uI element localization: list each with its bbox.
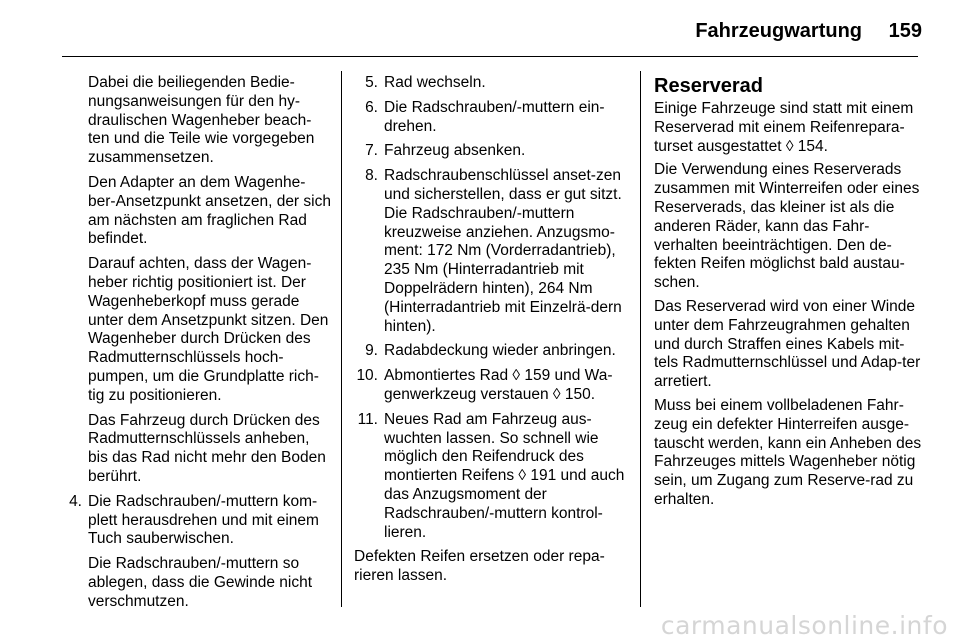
list-item-text: Radschraubenschlüssel anset-zen und sicherstellen, dass er gut sitzt. Die Radschrauben/-muttern kreuzweise anziehen. Anzugsmo-ment: 172 Nm (Vorderradantrieb), 235 Nm (Hinterradantrieb mit Doppelrädern hinten), 264 Nm (Hinterradantrieb mit Einzelrä-dern hinten). xyxy=(384,167,622,335)
header-rule xyxy=(62,56,918,57)
list-item-text: Rad wechseln. xyxy=(384,74,486,91)
page-title: Fahrzeugwartung xyxy=(695,20,862,42)
list-item-text: Die Radschrauben/-muttern ein-drehen. xyxy=(384,98,605,135)
list-item-number: 9. xyxy=(365,342,378,360)
list-item-text: Radabdeckung wieder anbringen. xyxy=(384,342,616,360)
list-item-text: Die Radschrauben/-muttern kom-plett herausdrehen und mit einem Tuch sauberwischen. xyxy=(88,492,319,548)
list-item-text: Neues Rad am Fahrzeug aus-wuchten lassen. So schnell wie möglich den Reifendruck des montierten Reifens ◊ 191 und auch das Anzugsmoment der Radschrauben/-muttern kontrol-lieren. xyxy=(384,410,625,541)
list-item-text: Fahrzeug absenken. xyxy=(384,142,526,160)
page-header xyxy=(0,0,960,64)
paragraph: Das Reserverad wird von einer Winde unter dem Fahrzeugrahmen gehalten und durch Straffen eines Kabels mit-tels Radmutternschlüssel und Adap-ter arretiert. xyxy=(654,297,921,391)
page-number: 159 xyxy=(888,20,922,42)
list-item-number: 7. xyxy=(365,142,378,160)
paragraph: Dabei die beiliegenden Bedie-nungsanweisungen für den hy-draulischen Wagenheber beach-ten und die Teile wie vorgegeben zusammensetzen. xyxy=(88,74,315,167)
list-item-number: 10. xyxy=(356,367,378,385)
list-item xyxy=(354,74,626,93)
list-item xyxy=(354,411,626,543)
paragraph: Einige Fahrzeuge sind statt mit einem Reserverad mit einem Reifenrepara-turset ausgestattet ◊ 154. xyxy=(654,100,914,155)
list-item xyxy=(354,99,626,137)
paragraph: Das Fahrzeug durch Drücken des Radmutternschlüssels anheben, bis das Rad nicht mehr den Boden berührt. xyxy=(88,411,326,485)
list-item-number: 6. xyxy=(365,98,378,116)
list-item xyxy=(354,342,626,361)
paragraph: Die Verwendung eines Reserverads zusammen mit Winterreifen oder eines Reserverads, das kleiner ist als die anderen Räder, kann das Fahr-verhalten beeinträchtigen. Den de-fekten Reifen möglichst bald austau-schen. xyxy=(654,161,920,292)
list-item-number: 11. xyxy=(357,410,378,428)
paragraph: Darauf achten, dass der Wagen-heber richtig positioniert ist. Der Wagenheberkopf muss gerade unter dem Ansetzpunkt sitzen. Den Wagenheber durch Drücken des Radmutternschlüssels hoch-pumpen, um die Grundplatte rich-tig zu positionieren. xyxy=(88,255,329,404)
section-heading: Reserverad xyxy=(654,75,763,97)
list-item xyxy=(354,142,626,161)
list-item xyxy=(354,167,626,336)
column-divider-right xyxy=(640,71,641,607)
list-item-4 xyxy=(60,493,332,549)
list-item xyxy=(354,367,626,405)
paragraph: Muss bei einem vollbeladenen Fahr-zeug ein defekter Hinterreifen ausge-tauscht werden, kann ein Anheben des Fahrzeuges mittels Wagenheber nötig sein, um Zugang zum Reserve-rad zu erhalten. xyxy=(654,396,922,508)
column-1 xyxy=(60,74,332,618)
watermark: carmanualsonline.info xyxy=(660,611,948,640)
list-item-number: 4. xyxy=(69,492,82,510)
list-item-number: 8. xyxy=(365,167,378,185)
column-3 xyxy=(654,74,924,515)
paragraph: Defekten Reifen ersetzen oder repa-rieren lassen. xyxy=(354,548,605,585)
column-2 xyxy=(354,74,626,592)
list-item-number: 5. xyxy=(365,74,378,91)
paragraph: Den Adapter an dem Wagenhe-ber-Ansetzpunkt ansetzen, der sich am nächsten am fraglichen Rad befindet. xyxy=(88,173,331,248)
column-divider-left xyxy=(341,71,342,607)
list-item-text: Abmontiertes Rad ◊ 159 und Wa-genwerkzeug verstauen ◊ 150. xyxy=(384,367,613,403)
paragraph: Die Radschrauben/-muttern so ablegen, dass die Gewinde nicht verschmutzen. xyxy=(88,555,313,610)
